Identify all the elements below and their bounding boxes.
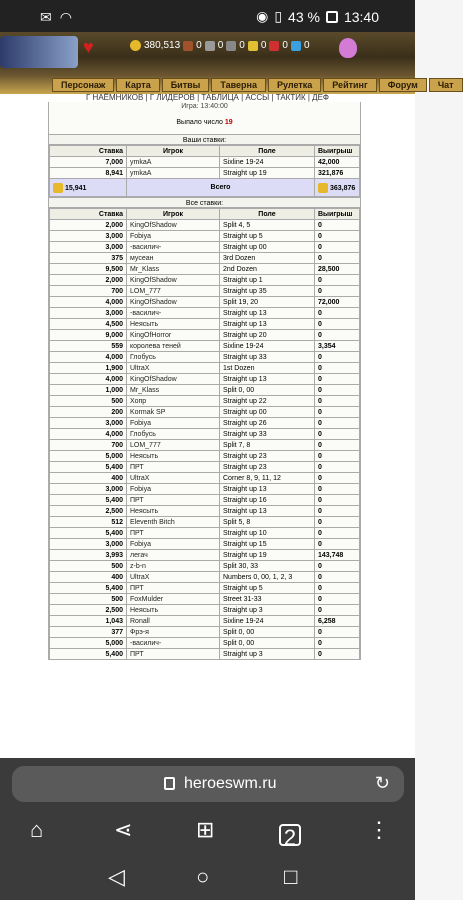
system-nav-bar (0, 858, 415, 900)
player-name[interactable]: KingOfHorror (127, 330, 220, 341)
table-row (50, 517, 360, 528)
crystal-icon (269, 41, 279, 51)
table-row (50, 231, 360, 242)
bet-field: Numbers 0, 00, 1, 2, 3 (220, 572, 315, 583)
win-amount: 0 (315, 495, 360, 506)
bet-field: Straight up 15 (220, 539, 315, 550)
player-name[interactable]: Eleventh Bitch (127, 517, 220, 528)
bet-field: Straight up 26 (220, 418, 315, 429)
bet-amount: 5,400 (50, 495, 127, 506)
menu-character[interactable]: Персонаж (52, 78, 114, 92)
all-bets-table (49, 208, 360, 660)
recents-icon[interactable]: □ (284, 864, 298, 889)
win-amount: 0 (315, 308, 360, 319)
col-bet: Ставка (50, 209, 127, 220)
sulfur-amount: 0 (260, 40, 267, 51)
gold-icon (53, 183, 63, 193)
bet-amount: 7,000 (50, 157, 127, 168)
bet-field: Straight up 22 (220, 396, 315, 407)
bet-amount: 500 (50, 396, 127, 407)
bet-amount: 3,000 (50, 242, 127, 253)
browser-chrome (0, 758, 415, 900)
player-name[interactable]: KingOfShadow (127, 297, 220, 308)
share-icon[interactable]: ⋖ (114, 817, 133, 842)
table-row (50, 253, 360, 264)
col-bet: Ставка (50, 146, 127, 157)
win-amount: 0 (315, 517, 360, 528)
bet-field: 1st Dozen (220, 363, 315, 374)
player-name[interactable]: FoxMulder (127, 594, 220, 605)
player-name[interactable]: Неясыть (127, 506, 220, 517)
bet-amount: 5,400 (50, 649, 127, 660)
win-amount: 0 (315, 462, 360, 473)
player-name[interactable]: ymkaA (127, 168, 220, 179)
win-amount: 0 (315, 352, 360, 363)
win-amount: 0 (315, 506, 360, 517)
menu-forum[interactable]: Форум (379, 78, 427, 92)
bet-field: Straight up 13 (220, 484, 315, 495)
bet-amount: 3,993 (50, 550, 127, 561)
browser-toolbar (0, 812, 415, 852)
table-row (50, 407, 360, 418)
player-name[interactable]: Fobiya (127, 539, 220, 550)
table-row (50, 495, 360, 506)
game-time: Игра: 13:40:00 (181, 103, 228, 110)
player-name[interactable]: ymkaA (127, 157, 220, 168)
table-row (50, 440, 360, 451)
player-name[interactable]: UltraX (127, 572, 220, 583)
bet-amount: 375 (50, 253, 127, 264)
bet-field: Straight up 13 (220, 506, 315, 517)
win-amount: 0 (315, 363, 360, 374)
win-amount: 0 (315, 242, 360, 253)
ore-amount: 0 (217, 40, 224, 51)
player-name[interactable]: Неясыть (127, 319, 220, 330)
bet-amount: 4,000 (50, 429, 127, 440)
winner-label: Выпало число (176, 119, 223, 126)
win-amount: 0 (315, 286, 360, 297)
bet-amount: 4,000 (50, 297, 127, 308)
win-amount: 0 (315, 440, 360, 451)
bet-amount: 8,941 (50, 168, 127, 179)
table-row (50, 539, 360, 550)
table-row (50, 220, 360, 231)
player-name[interactable]: королева теней (127, 341, 220, 352)
player-name[interactable]: мусеан (127, 253, 220, 264)
bet-amount: 5,400 (50, 462, 127, 473)
win-amount: 0 (315, 330, 360, 341)
table-row (50, 297, 360, 308)
bet-field: Split 0, 00 (220, 638, 315, 649)
wood-amount: 0 (196, 40, 202, 51)
table-row (50, 275, 360, 286)
table-row (50, 550, 360, 561)
win-amount: 0 (315, 407, 360, 418)
tab-count: 2 (279, 824, 301, 846)
bet-field: Straight up 00 (220, 407, 315, 418)
win-amount: 0 (315, 451, 360, 462)
bet-amount: 559 (50, 341, 127, 352)
win-amount: 0 (315, 429, 360, 440)
table-row (50, 429, 360, 440)
player-name[interactable]: z-b-n (127, 561, 220, 572)
bet-amount: 500 (50, 561, 127, 572)
bet-amount: 400 (50, 473, 127, 484)
player-name[interactable]: ПРТ (127, 462, 220, 473)
bet-field: Straight up 33 (220, 429, 315, 440)
player-name[interactable]: Fobiya (127, 484, 220, 495)
table-row (50, 363, 360, 374)
bet-field: Corner 8, 9, 11, 12 (220, 473, 315, 484)
table-row (50, 264, 360, 275)
col-field: Поле (220, 209, 315, 220)
bet-amount: 2,000 (50, 220, 127, 231)
player-name[interactable]: Fobiya (127, 418, 220, 429)
bet-amount: 200 (50, 407, 127, 418)
win-amount: 0 (315, 385, 360, 396)
bet-amount: 4,000 (50, 352, 127, 363)
bet-field: Straight up 00 (220, 242, 315, 253)
player-name[interactable]: Mr_Klass (127, 385, 220, 396)
clock: 13:40 (343, 8, 379, 25)
bet-amount: 5,400 (50, 528, 127, 539)
bet-field: Straight up 19 (220, 168, 315, 179)
win-amount: 0 (315, 275, 360, 286)
status-bar (0, 0, 415, 32)
table-row (50, 462, 360, 473)
wifi-icon: ◠ (59, 9, 72, 25)
col-win: Выигрыш (315, 146, 360, 157)
menu-tavern[interactable]: Таверна (211, 78, 266, 92)
win-amount: 0 (315, 374, 360, 385)
table-row (50, 157, 360, 168)
potion-icon[interactable] (339, 38, 357, 58)
win-amount: 0 (315, 220, 360, 231)
bet-amount: 3,000 (50, 231, 127, 242)
bet-amount: 3,000 (50, 308, 127, 319)
bet-amount: 500 (50, 594, 127, 605)
gold-amount: 380,513 (144, 40, 181, 51)
table-row (50, 627, 360, 638)
player-name[interactable]: UltraX (127, 473, 220, 484)
bet-field: Straight up 13 (220, 374, 315, 385)
your-bets-title: Ваши ставки: (49, 134, 360, 145)
reload-icon[interactable]: ↻ (374, 773, 390, 793)
player-name[interactable]: Глобусь (127, 429, 220, 440)
win-amount: 3,354 (315, 341, 360, 352)
table-row (50, 484, 360, 495)
address-bar[interactable] (12, 766, 404, 802)
gold-icon (130, 40, 141, 51)
win-amount: 0 (315, 319, 360, 330)
table-row (50, 168, 360, 179)
menu-chat[interactable]: Чат (429, 78, 463, 92)
player-name[interactable]: ПРТ (127, 495, 220, 506)
battery-icon (326, 11, 338, 23)
bet-field: Street 31-33 (220, 594, 315, 605)
bet-amount: 400 (50, 572, 127, 583)
more-menu-icon[interactable]: ⋮ (368, 817, 390, 842)
table-row (50, 605, 360, 616)
bet-field: Straight up 1 (220, 275, 315, 286)
page-content[interactable] (0, 94, 415, 758)
col-field: Поле (220, 146, 315, 157)
game-logo[interactable] (0, 36, 78, 68)
your-bets-table (49, 145, 360, 197)
table-row (50, 561, 360, 572)
bet-amount: 5,000 (50, 638, 127, 649)
table-row (50, 506, 360, 517)
win-amount: 0 (315, 473, 360, 484)
bet-amount: 2,000 (50, 275, 127, 286)
bet-amount: 3,000 (50, 484, 127, 495)
win-amount: 321,876 (315, 168, 360, 179)
win-amount: 0 (315, 539, 360, 550)
win-amount: 42,000 (315, 157, 360, 168)
col-player: Игрок (127, 209, 220, 220)
player-name[interactable]: UltraX (127, 363, 220, 374)
all-bets-title: Все ставки: (49, 197, 360, 208)
bet-field: Straight up 10 (220, 528, 315, 539)
bet-field: Split 4, 5 (220, 220, 315, 231)
table-row (50, 528, 360, 539)
col-win: Выигрыш (315, 209, 360, 220)
bet-field: Straight up 33 (220, 352, 315, 363)
bet-amount: 4,500 (50, 319, 127, 330)
bet-field: Split 5, 8 (220, 517, 315, 528)
table-row (50, 319, 360, 330)
table-row (50, 286, 360, 297)
bet-field: Straight up 35 (220, 286, 315, 297)
gems-icon (291, 41, 301, 51)
mercury-amount: 0 (239, 40, 245, 51)
bet-field: Straight up 23 (220, 462, 315, 473)
player-name[interactable]: Хопр (127, 396, 220, 407)
player-name[interactable]: -василич- (127, 308, 220, 319)
bet-amount: 1,000 (50, 385, 127, 396)
col-player: Игрок (127, 146, 220, 157)
table-row (50, 418, 360, 429)
table-row (50, 594, 360, 605)
bet-field: Split 19, 20 (220, 297, 315, 308)
breadcrumb[interactable]: Г НАЁМНИКОВ | Г ЛИДЕРОВ | ТАБЛИЦА | АССЫ | ТАКТИК | ДЕФ (86, 93, 329, 102)
menu-rating[interactable]: Рейтинг (323, 78, 376, 92)
bet-amount: 3,000 (50, 418, 127, 429)
table-row (50, 572, 360, 583)
roulette-results (48, 102, 361, 660)
menu-battles[interactable]: Битвы (162, 78, 210, 92)
win-amount: 0 (315, 572, 360, 583)
player-name[interactable]: ПРТ (127, 528, 220, 539)
win-amount: 0 (315, 594, 360, 605)
table-row (50, 242, 360, 253)
win-amount: 0 (315, 231, 360, 242)
battery-text: 43 % (288, 8, 320, 25)
bet-field: Sixline 19-24 (220, 616, 315, 627)
win-amount: 0 (315, 605, 360, 616)
table-row (50, 396, 360, 407)
player-name[interactable]: KingOfShadow (127, 374, 220, 385)
bet-amount: 9,500 (50, 264, 127, 275)
url-text[interactable]: heroeswm.ru (184, 775, 277, 792)
bet-field: Straight up 13 (220, 308, 315, 319)
gems-amount: 0 (303, 40, 310, 51)
bet-amount: 377 (50, 627, 127, 638)
bet-field: Split 0, 00 (220, 385, 315, 396)
bet-amount: 4,000 (50, 374, 127, 385)
bet-amount: 1,900 (50, 363, 127, 374)
player-name[interactable]: LOM_777 (127, 440, 220, 451)
player-name[interactable]: Неясыть (127, 605, 220, 616)
ore-icon (205, 41, 215, 51)
bet-field: Straight up 3 (220, 605, 315, 616)
bet-field: Straight up 3 (220, 649, 315, 660)
bet-amount: 5,400 (50, 583, 127, 594)
table-row (50, 341, 360, 352)
home-icon[interactable]: ⌂ (30, 817, 44, 842)
game-menu (52, 78, 463, 92)
player-name[interactable]: -василич- (127, 638, 220, 649)
win-amount: 28,500 (315, 264, 360, 275)
bet-field: 3rd Dozen (220, 253, 315, 264)
player-name[interactable]: Ronall (127, 616, 220, 627)
winning-number-line (49, 112, 360, 134)
table-row (50, 473, 360, 484)
player-name[interactable]: Фрэ-я (127, 627, 220, 638)
win-amount: 0 (315, 396, 360, 407)
table-row (50, 308, 360, 319)
new-tab-icon[interactable]: ⊞ (196, 817, 215, 842)
win-amount: 0 (315, 561, 360, 572)
bet-amount: 2,500 (50, 506, 127, 517)
table-row (50, 451, 360, 462)
player-name[interactable]: легач (127, 550, 220, 561)
bet-field: Straight up 20 (220, 330, 315, 341)
table-row (50, 583, 360, 594)
table-row (50, 638, 360, 649)
win-amount: 143,748 (315, 550, 360, 561)
sulfur-icon (248, 41, 258, 51)
player-name[interactable]: ПРТ (127, 583, 220, 594)
gold-icon (318, 183, 328, 193)
health-heart-icon[interactable]: ♥ (83, 37, 94, 57)
win-amount: 0 (315, 418, 360, 429)
win-amount: 0 (315, 649, 360, 660)
lock-icon (164, 777, 175, 790)
total-win-cell (315, 179, 360, 197)
bet-field: Straight up 5 (220, 231, 315, 242)
win-amount: 0 (315, 638, 360, 649)
total-label: Всего (127, 179, 315, 197)
player-name[interactable]: ПРТ (127, 649, 220, 660)
menu-roulette[interactable]: Рулетка (268, 78, 321, 92)
home-circle-icon[interactable]: ○ (196, 864, 210, 889)
table-row (50, 649, 360, 660)
bet-amount: 9,000 (50, 330, 127, 341)
eye-icon: ◉ (256, 8, 269, 24)
bet-field: Straight up 16 (220, 495, 315, 506)
table-row (50, 374, 360, 385)
bet-field: Split 0, 00 (220, 627, 315, 638)
player-name[interactable]: KingOfShadow (127, 220, 220, 231)
crystal-amount: 0 (282, 40, 288, 51)
table-row (50, 330, 360, 341)
vibrate-icon: ▯ (274, 8, 283, 24)
total-bet-cell (50, 179, 127, 197)
bet-field: Straight up 5 (220, 583, 315, 594)
bet-amount: 700 (50, 440, 127, 451)
menu-map[interactable]: Карта (116, 78, 159, 92)
bet-amount: 2,500 (50, 605, 127, 616)
bet-amount: 3,000 (50, 539, 127, 550)
player-name[interactable]: KingOfShadow (127, 275, 220, 286)
bet-amount: 700 (50, 286, 127, 297)
bet-field: 2nd Dozen (220, 264, 315, 275)
bet-amount: 512 (50, 517, 127, 528)
player-name[interactable]: Mr_Klass (127, 264, 220, 275)
player-name[interactable]: LOM_777 (127, 286, 220, 297)
win-amount: 0 (315, 528, 360, 539)
table-row (50, 616, 360, 627)
wood-icon (183, 41, 193, 51)
mail-icon: ✉ (40, 9, 52, 25)
game-header (0, 32, 454, 94)
win-amount: 0 (315, 627, 360, 638)
win-amount: 0 (315, 253, 360, 264)
bet-field: Sixline 19-24 (220, 157, 315, 168)
player-name[interactable]: Fobiya (127, 231, 220, 242)
bet-field: Split 7, 8 (220, 440, 315, 451)
table-row (50, 352, 360, 363)
total-win: 363,876 (330, 184, 356, 192)
total-row (50, 179, 360, 197)
player-name[interactable]: Kormak SP (127, 407, 220, 418)
bet-field: Sixline 19-24 (220, 341, 315, 352)
bet-amount: 1,043 (50, 616, 127, 627)
win-amount: 6,258 (315, 616, 360, 627)
bet-field: Split 30, 33 (220, 561, 315, 572)
player-name[interactable]: Глобусь (127, 352, 220, 363)
back-icon[interactable]: ◁ (108, 864, 125, 889)
winning-number: 19 (224, 119, 233, 126)
player-name[interactable]: -василич- (127, 242, 220, 253)
player-name[interactable]: Неясыть (127, 451, 220, 462)
win-amount: 0 (315, 484, 360, 495)
table-row (50, 385, 360, 396)
total-bet: 15,941 (65, 184, 87, 192)
bet-amount: 5,000 (50, 451, 127, 462)
bet-field: Straight up 23 (220, 451, 315, 462)
bet-field: Straight up 13 (220, 319, 315, 330)
win-amount: 0 (315, 583, 360, 594)
win-amount: 72,000 (315, 297, 360, 308)
resource-bar (130, 40, 310, 51)
mercury-icon (226, 41, 236, 51)
bet-field: Straight up 19 (220, 550, 315, 561)
